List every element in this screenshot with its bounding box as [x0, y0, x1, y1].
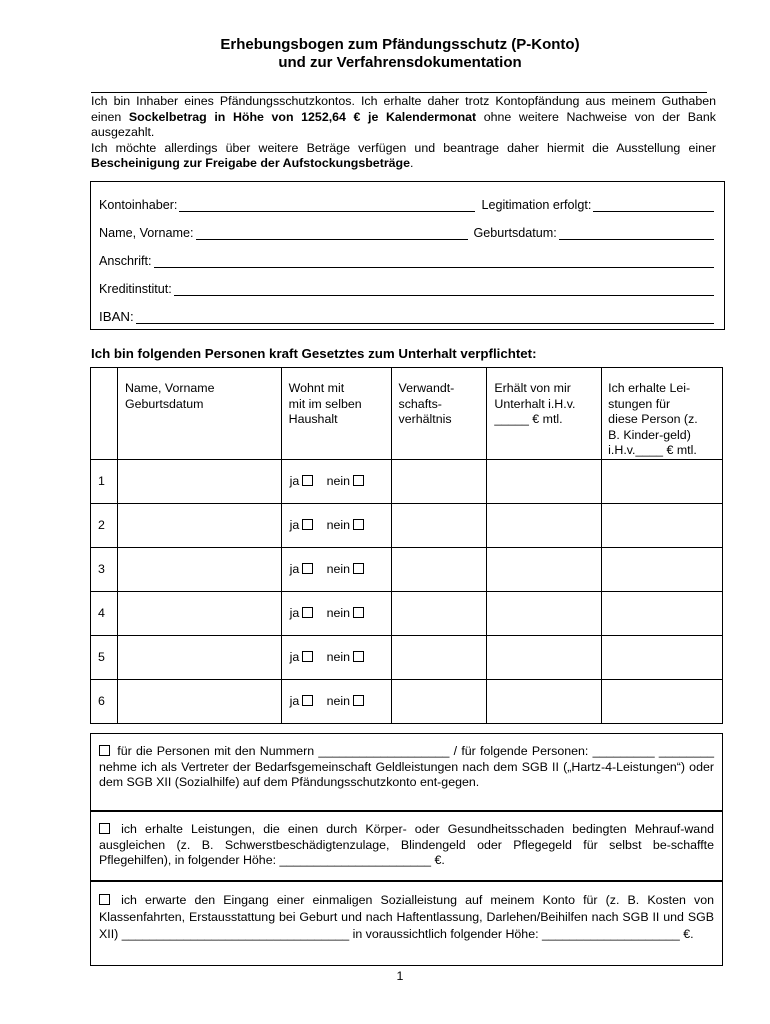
name-cell[interactable] — [117, 503, 281, 547]
benefits-cell[interactable] — [602, 503, 723, 547]
ja-checkbox[interactable] — [302, 519, 313, 530]
page-number: 1 — [396, 969, 404, 983]
kreditinstitut-field[interactable] — [174, 282, 714, 296]
dependents-table — [90, 367, 723, 724]
title-divider — [91, 92, 707, 93]
table-row — [91, 503, 723, 547]
geburtsdatum-label: Geburtsdatum: — [473, 226, 557, 240]
field-row-anschrift — [99, 248, 716, 268]
title-line-2: und zur Verfahrensdokumentation — [278, 54, 522, 71]
field-row-name — [99, 220, 716, 240]
table-row — [91, 591, 723, 635]
household-cell: ja nein — [281, 635, 391, 679]
ja-checkbox[interactable] — [302, 607, 313, 618]
field-row-iban — [99, 304, 716, 324]
name-label: Name, Vorname: — [99, 226, 194, 240]
ja-checkbox[interactable] — [302, 695, 313, 706]
intro-paragraph-1: Ich bin Inhaber eines Pfändungsschutzkontos. Ich erhalte daher trotz Kontopfändung aus meinem Guthaben einen Sockelbetrag in Höhe von 1252,64 € je Kalendermonat ohne weitere Nachweise von der Bank ausgezahlt. — [91, 94, 716, 139]
option-1-text: für die Personen mit den Nummern ___________________ / für folgende Personen: _________ ________ nehme ich als Vertreter der Bedarfsgemeinschaft Geldleistungen nach dem SGB II („Hartz-4-Leistungen“) oder dem SGB XII (Sozialhilfe) auf dem Pfändungsschutzkonto ent-gegen. — [99, 744, 714, 789]
relationship-cell[interactable] — [391, 635, 487, 679]
name-cell[interactable] — [117, 547, 281, 591]
support-cell[interactable] — [487, 503, 602, 547]
option-3-checkbox[interactable] — [99, 894, 110, 905]
benefits-cell[interactable] — [602, 591, 723, 635]
support-cell[interactable] — [487, 635, 602, 679]
household-cell: ja nein — [281, 459, 391, 503]
iban-label: IBAN: — [99, 309, 134, 324]
document-title — [0, 36, 770, 72]
field-row-kreditinstitut — [99, 276, 716, 296]
name-cell[interactable] — [117, 635, 281, 679]
name-field[interactable] — [196, 226, 468, 240]
household-cell: ja nein — [281, 591, 391, 635]
legitimation-field[interactable] — [593, 198, 714, 212]
header-relationship: Verwandt- schafts- verhältnis — [391, 368, 487, 460]
ja-checkbox[interactable] — [302, 563, 313, 574]
option-3-text: ich erwarte den Eingang einer einmaligen Sozialleistung auf meinem Konto für (z. B. Kosten von Klassenfahrten, Erstausstattung bei Geburt und nach Haftentlassung, Darlehen/Beihilfen nach SGB II und SGB XII) _________________________________ in voraussichtlich folgender Höhe: ____________________ €. — [99, 893, 714, 941]
header-household: Wohnt mit mit im selben Haushalt — [281, 368, 391, 460]
intro-text — [91, 94, 716, 172]
nein-checkbox[interactable] — [353, 607, 364, 618]
table-row — [91, 635, 723, 679]
option-box-sozialleistung — [90, 881, 723, 966]
row-number: 2 — [91, 503, 118, 547]
row-number: 5 — [91, 635, 118, 679]
row-number: 6 — [91, 679, 118, 723]
option-2-checkbox[interactable] — [99, 823, 110, 834]
household-cell: ja nein — [281, 547, 391, 591]
kontoinhaber-field[interactable] — [179, 198, 475, 212]
row-number: 4 — [91, 591, 118, 635]
row-number: 3 — [91, 547, 118, 591]
kontoinhaber-label: Kontoinhaber: — [99, 198, 178, 212]
ja-checkbox[interactable] — [302, 475, 313, 486]
ja-checkbox[interactable] — [302, 651, 313, 662]
header-benefits: Ich erhalte Lei- stungen für diese Person (z. B. Kinder-geld) i.H.v.____ € mtl. — [602, 368, 723, 460]
header-support: Erhält von mir Unterhalt i.H.v. _____ € mtl. — [487, 368, 602, 460]
benefits-cell[interactable] — [602, 547, 723, 591]
title-line-1: Erhebungsbogen zum Pfändungsschutz (P-Konto) — [220, 36, 580, 53]
nein-checkbox[interactable] — [353, 475, 364, 486]
option-box-mehraufwand — [90, 811, 723, 881]
relationship-cell[interactable] — [391, 547, 487, 591]
kreditinstitut-label: Kreditinstitut: — [99, 282, 172, 296]
option-2-text: ich erhalte Leistungen, die einen durch Körper- oder Gesundheitsschaden bedingten Mehrauf-wand ausgleichen (z. B. Schwerstbeschädigtenzulage, Blindengeld oder Pflegegeld für selbst be-schaffte Pflegehilfen), in folgender Höhe: ______________________ €. — [99, 822, 714, 867]
table-row — [91, 459, 723, 503]
name-cell[interactable] — [117, 679, 281, 723]
option-box-bedarfsgemeinschaft — [90, 733, 723, 811]
option-1-checkbox[interactable] — [99, 745, 110, 756]
nein-checkbox[interactable] — [353, 695, 364, 706]
benefits-cell[interactable] — [602, 635, 723, 679]
table-header-row — [91, 368, 723, 460]
household-cell: ja nein — [281, 679, 391, 723]
household-cell: ja nein — [281, 503, 391, 547]
name-cell[interactable] — [117, 459, 281, 503]
table-row — [91, 547, 723, 591]
support-cell[interactable] — [487, 679, 602, 723]
relationship-cell[interactable] — [391, 459, 487, 503]
support-cell[interactable] — [487, 591, 602, 635]
table-row — [91, 679, 723, 723]
row-number: 1 — [91, 459, 118, 503]
relationship-cell[interactable] — [391, 503, 487, 547]
relationship-cell[interactable] — [391, 679, 487, 723]
relationship-cell[interactable] — [391, 591, 487, 635]
support-cell[interactable] — [487, 547, 602, 591]
field-row-kontoinhaber — [99, 192, 716, 212]
header-name: Name, Vorname Geburtsdatum — [117, 368, 281, 460]
nein-checkbox[interactable] — [353, 519, 364, 530]
benefits-cell[interactable] — [602, 679, 723, 723]
iban-field[interactable] — [136, 310, 714, 324]
nein-checkbox[interactable] — [353, 563, 364, 574]
anschrift-label: Anschrift: — [99, 254, 152, 268]
benefits-cell[interactable] — [602, 459, 723, 503]
account-holder-box — [90, 181, 725, 330]
legitimation-label: Legitimation erfolgt: — [481, 198, 592, 212]
intro-paragraph-2: Ich möchte allerdings über weitere Beträge verfügen und beantrage daher hiermit die Ausstellung einer Bescheinigung zur Freigabe der Aufstockungsbeträge. — [91, 140, 716, 170]
header-number — [91, 368, 118, 460]
name-cell[interactable] — [117, 591, 281, 635]
nein-checkbox[interactable] — [353, 651, 364, 662]
anschrift-field[interactable] — [154, 254, 715, 268]
support-cell[interactable] — [487, 459, 602, 503]
geburtsdatum-field[interactable] — [559, 226, 714, 240]
section-heading: Ich bin folgenden Personen kraft Gesetztes zum Unterhalt verpflichtet: — [91, 346, 537, 361]
